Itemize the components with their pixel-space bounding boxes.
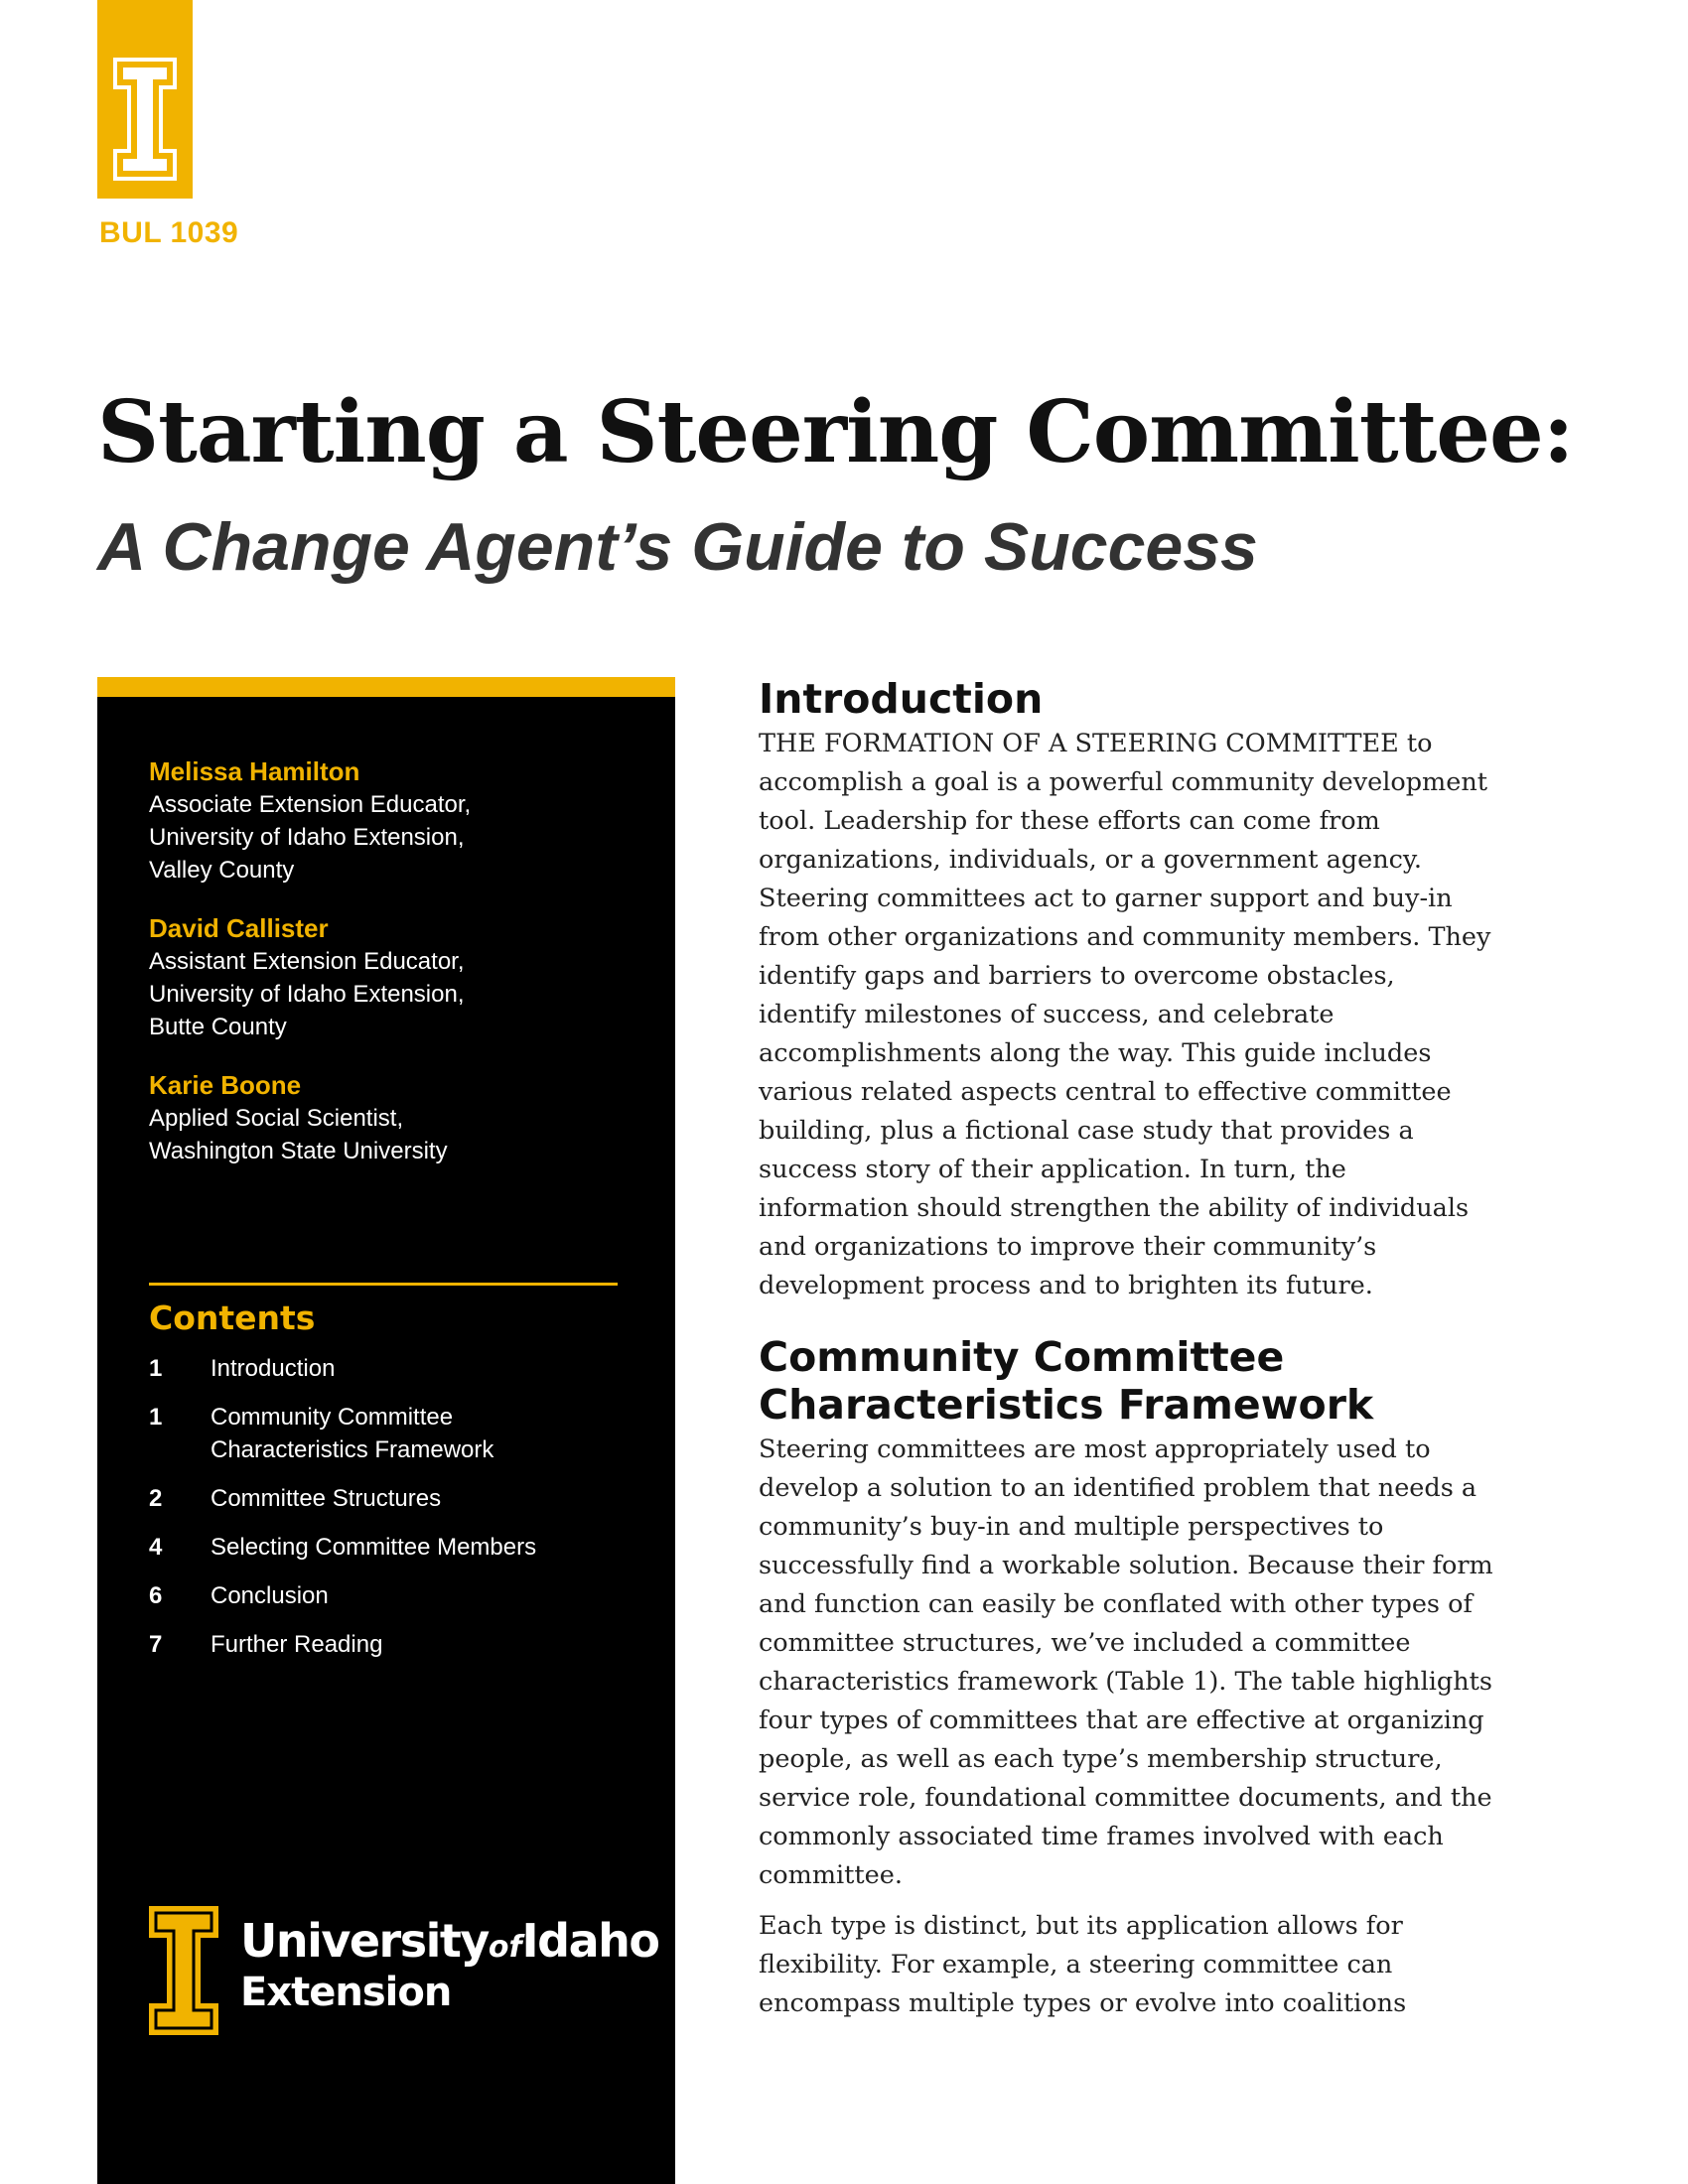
- toc-label: Further Reading: [211, 1631, 383, 1658]
- block-i-icon: [113, 58, 177, 181]
- section-heading-framework: Community Committee Characteristics Framework: [759, 1333, 1374, 1429]
- author-affiliation: University of Idaho Extension,: [149, 824, 465, 851]
- toc-page-number: 7: [149, 1631, 163, 1658]
- toc-item[interactable]: [149, 1628, 626, 1661]
- author-name: David Callister: [149, 913, 329, 943]
- toc-label: Committee Structures: [211, 1485, 442, 1512]
- author-title: Applied Social Scientist,: [149, 1105, 404, 1132]
- toc-item[interactable]: [149, 1482, 626, 1515]
- toc-item[interactable]: [149, 1352, 626, 1385]
- bulletin-number: BUL 1039: [99, 216, 239, 249]
- toc-item[interactable]: [149, 1579, 626, 1612]
- author-affiliation: Washington State University: [149, 1138, 448, 1164]
- author-name: Karie Boone: [149, 1070, 302, 1100]
- main-content: [759, 675, 1493, 2023]
- table-of-contents: [149, 1352, 626, 1677]
- toc-label: Introduction: [211, 1355, 336, 1382]
- toc-page-number: 1: [149, 1404, 163, 1431]
- toc-label: Community Committee Characteristics Framework: [211, 1404, 494, 1463]
- logo-wordmark-line2: Extension: [240, 1970, 452, 2015]
- toc-page-number: 4: [149, 1534, 163, 1561]
- contents-heading: Contents: [149, 1298, 316, 1337]
- page-title: Starting a Steering Committee:: [97, 382, 1574, 482]
- author-title: Associate Extension Educator,: [149, 791, 472, 818]
- university-of-idaho-extension-logo: [149, 1906, 659, 2040]
- author-title: Assistant Extension Educator,: [149, 948, 465, 975]
- section-paragraph: Each type is distinct, but its application allows for flexibility. For example, a steering committee can encompass multiple types or evolve into coalitions: [759, 1911, 1407, 2018]
- logo-wordmark-line1: UniversityofIdaho: [240, 1914, 659, 1968]
- author-name: Melissa Hamilton: [149, 756, 360, 786]
- header-logo-block: [97, 0, 193, 199]
- section-paragraph: Steering committees are most appropriately used to develop a solution to an identified problem that needs a community’s buy-in and multiple perspectives to successfully find a workable solution. Because their form and function can easily be conflated with other types of committee structures, we’ve included a committee characteristics framework (Table 1). The table highlights four types of committees that are effective at organizing people, as well as each type’s membership structure, service role, foundational committee documents, and the commonly associated time frames involved with each committee.: [759, 1434, 1493, 1890]
- toc-page-number: 6: [149, 1582, 163, 1609]
- page-subtitle: A Change Agent’s Guide to Success: [97, 509, 1258, 585]
- author-block: [149, 911, 465, 1043]
- author-location: Valley County: [149, 857, 295, 884]
- toc-label: Conclusion: [211, 1582, 329, 1609]
- author-block: [149, 754, 471, 887]
- section-heading-introduction: Introduction: [759, 675, 1044, 723]
- author-location: Butte County: [149, 1014, 287, 1040]
- section-paragraph: THE FORMATION OF A STEERING COMMITTEE to accomplish a goal is a powerful community development tool. Leadership for these efforts can come from organizations, individuals, or a government agency. Steering committees act to garner support and buy-in from other organizations and community members. They identify gaps and barriers to overcome obstacles, identify milestones of success, and celebrate accomplishments along the way. This guide includes various related aspects central to effective committee building, plus a fictional case study that provides a success story of their application. In turn, the information should strengthen the ability of individuals and organizations to improve their community’s development process and to brighten its future.: [759, 729, 1491, 1300]
- author-block: [149, 1068, 448, 1167]
- toc-page-number: 2: [149, 1485, 163, 1512]
- author-affiliation: University of Idaho Extension,: [149, 981, 465, 1008]
- toc-item[interactable]: [149, 1401, 626, 1466]
- block-i-icon: [149, 1906, 218, 2035]
- contents-divider: [149, 1283, 618, 1286]
- toc-label: Selecting Committee Members: [211, 1534, 537, 1561]
- toc-page-number: 1: [149, 1355, 163, 1382]
- sidebar-accent-bar: [97, 677, 675, 697]
- sidebar: [97, 697, 675, 2184]
- toc-item[interactable]: [149, 1531, 626, 1564]
